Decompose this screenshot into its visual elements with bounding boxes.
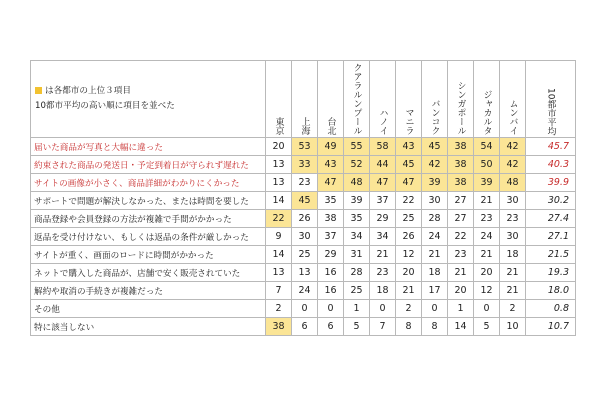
value-cell: 6	[292, 318, 318, 336]
value-cell: 7	[370, 318, 396, 336]
value-cell: 31	[344, 246, 370, 264]
survey-table-container	[30, 60, 575, 336]
header-row	[31, 61, 576, 138]
row-label: サポートで問題が解決しなかった、または時間を要した	[31, 192, 266, 210]
average-cell: 21.5	[526, 246, 576, 264]
value-cell: 38	[266, 318, 292, 336]
row-label: 返品を受け付けない、もしくは返品の条件が厳しかった	[31, 228, 266, 246]
average-cell: 45.7	[526, 138, 576, 156]
legend-line-2: 10都市平均の高い順に項目を並べた	[35, 101, 175, 111]
value-cell: 38	[448, 138, 474, 156]
value-cell: 13	[266, 174, 292, 192]
row-label: 商品登録や会員登録の方法が複雑で手間がかかった	[31, 210, 266, 228]
value-cell: 47	[370, 174, 396, 192]
value-cell: 10	[500, 318, 526, 336]
table-row	[31, 192, 576, 210]
value-cell: 12	[474, 282, 500, 300]
average-cell: 18.0	[526, 282, 576, 300]
value-cell: 0	[474, 300, 500, 318]
value-cell: 2	[266, 300, 292, 318]
row-label: 特に該当しない	[31, 318, 266, 336]
value-cell: 24	[292, 282, 318, 300]
value-cell: 33	[292, 156, 318, 174]
value-cell: 45	[422, 138, 448, 156]
table-row	[31, 318, 576, 336]
col-header: 東京	[266, 61, 292, 138]
col-header: 台北	[318, 61, 344, 138]
value-cell: 23	[370, 264, 396, 282]
value-cell: 52	[344, 156, 370, 174]
table-row	[31, 138, 576, 156]
col-header: 上海	[292, 61, 318, 138]
row-label: 届いた商品が写真と大幅に違った	[31, 138, 266, 156]
value-cell: 37	[370, 192, 396, 210]
value-cell: 30	[500, 228, 526, 246]
value-cell: 30	[422, 192, 448, 210]
legend-cell	[31, 61, 266, 138]
value-cell: 20	[474, 264, 500, 282]
value-cell: 6	[318, 318, 344, 336]
value-cell: 2	[500, 300, 526, 318]
value-cell: 14	[266, 192, 292, 210]
survey-table	[30, 60, 576, 336]
row-label: その他	[31, 300, 266, 318]
value-cell: 12	[396, 246, 422, 264]
value-cell: 1	[344, 300, 370, 318]
average-cell: 27.1	[526, 228, 576, 246]
legend-text-1: は各都市の上位３項目	[45, 86, 131, 96]
value-cell: 13	[266, 156, 292, 174]
value-cell: 48	[344, 174, 370, 192]
value-cell: 7	[266, 282, 292, 300]
value-cell: 21	[500, 282, 526, 300]
value-cell: 34	[370, 228, 396, 246]
table-row	[31, 174, 576, 192]
average-cell: 19.3	[526, 264, 576, 282]
value-cell: 42	[500, 138, 526, 156]
value-cell: 20	[266, 138, 292, 156]
value-cell: 1	[448, 300, 474, 318]
value-cell: 0	[422, 300, 448, 318]
value-cell: 38	[318, 210, 344, 228]
table-row	[31, 282, 576, 300]
value-cell: 0	[318, 300, 344, 318]
value-cell: 21	[474, 246, 500, 264]
value-cell: 29	[318, 246, 344, 264]
value-cell: 50	[474, 156, 500, 174]
value-cell: 38	[448, 156, 474, 174]
value-cell: 29	[370, 210, 396, 228]
value-cell: 35	[344, 210, 370, 228]
value-cell: 30	[500, 192, 526, 210]
value-cell: 20	[396, 264, 422, 282]
value-cell: 38	[448, 174, 474, 192]
value-cell: 8	[396, 318, 422, 336]
value-cell: 21	[500, 264, 526, 282]
value-cell: 18	[422, 264, 448, 282]
table-row	[31, 300, 576, 318]
value-cell: 55	[344, 138, 370, 156]
col-header: シンガポール	[448, 61, 474, 138]
value-cell: 18	[370, 282, 396, 300]
row-label: サイトの画像が小さく、商品詳細がわかりにくかった	[31, 174, 266, 192]
value-cell: 13	[266, 264, 292, 282]
value-cell: 43	[318, 156, 344, 174]
legend-line-1	[35, 84, 265, 99]
value-cell: 23	[292, 174, 318, 192]
value-cell: 27	[448, 210, 474, 228]
value-cell: 42	[500, 156, 526, 174]
value-cell: 22	[448, 228, 474, 246]
value-cell: 17	[422, 282, 448, 300]
value-cell: 22	[396, 192, 422, 210]
value-cell: 13	[292, 264, 318, 282]
value-cell: 47	[396, 174, 422, 192]
value-cell: 23	[448, 246, 474, 264]
value-cell: 35	[318, 192, 344, 210]
value-cell: 45	[396, 156, 422, 174]
value-cell: 5	[474, 318, 500, 336]
value-cell: 0	[292, 300, 318, 318]
value-cell: 20	[448, 282, 474, 300]
value-cell: 5	[344, 318, 370, 336]
value-cell: 42	[422, 156, 448, 174]
col-header: ハノイ	[370, 61, 396, 138]
value-cell: 21	[474, 192, 500, 210]
value-cell: 37	[318, 228, 344, 246]
value-cell: 28	[422, 210, 448, 228]
value-cell: 26	[396, 228, 422, 246]
row-label: ネットで購入した商品が、店舗で安く販売されていた	[31, 264, 266, 282]
highlight-swatch-icon	[35, 87, 42, 94]
value-cell: 28	[344, 264, 370, 282]
value-cell: 16	[318, 264, 344, 282]
value-cell: 44	[370, 156, 396, 174]
table-row	[31, 228, 576, 246]
value-cell: 39	[422, 174, 448, 192]
value-cell: 53	[292, 138, 318, 156]
row-label: サイトが重く、画面のロードに時間がかかった	[31, 246, 266, 264]
value-cell: 18	[500, 246, 526, 264]
value-cell: 14	[448, 318, 474, 336]
value-cell: 27	[448, 192, 474, 210]
value-cell: 39	[474, 174, 500, 192]
value-cell: 47	[318, 174, 344, 192]
col-header: クアラルンプール	[344, 61, 370, 138]
average-cell: 40.3	[526, 156, 576, 174]
value-cell: 23	[500, 210, 526, 228]
average-cell: 10.7	[526, 318, 576, 336]
col-header: ムンバイ	[500, 61, 526, 138]
value-cell: 8	[422, 318, 448, 336]
value-cell: 21	[422, 246, 448, 264]
average-cell: 0.8	[526, 300, 576, 318]
value-cell: 58	[370, 138, 396, 156]
table-row	[31, 246, 576, 264]
average-cell: 39.9	[526, 174, 576, 192]
value-cell: 54	[474, 138, 500, 156]
value-cell: 43	[396, 138, 422, 156]
value-cell: 0	[370, 300, 396, 318]
value-cell: 2	[396, 300, 422, 318]
col-header: マニラ	[396, 61, 422, 138]
value-cell: 25	[292, 246, 318, 264]
table-row	[31, 264, 576, 282]
value-cell: 25	[344, 282, 370, 300]
value-cell: 26	[292, 210, 318, 228]
average-cell: 30.2	[526, 192, 576, 210]
col-header-average: 10都市平均	[526, 61, 576, 138]
value-cell: 21	[370, 246, 396, 264]
value-cell: 24	[422, 228, 448, 246]
table-row	[31, 210, 576, 228]
value-cell: 9	[266, 228, 292, 246]
value-cell: 16	[318, 282, 344, 300]
value-cell: 25	[396, 210, 422, 228]
value-cell: 48	[500, 174, 526, 192]
value-cell: 21	[396, 282, 422, 300]
value-cell: 23	[474, 210, 500, 228]
table-row	[31, 156, 576, 174]
col-header: ジャカルタ	[474, 61, 500, 138]
col-header: バンコク	[422, 61, 448, 138]
value-cell: 34	[344, 228, 370, 246]
value-cell: 49	[318, 138, 344, 156]
row-label: 約束された商品の発送日・予定到着日が守られず遅れた	[31, 156, 266, 174]
row-label: 解約や取消の手続きが複雑だった	[31, 282, 266, 300]
value-cell: 14	[266, 246, 292, 264]
average-cell: 27.4	[526, 210, 576, 228]
value-cell: 24	[474, 228, 500, 246]
value-cell: 30	[292, 228, 318, 246]
value-cell: 21	[448, 264, 474, 282]
value-cell: 39	[344, 192, 370, 210]
value-cell: 22	[266, 210, 292, 228]
value-cell: 45	[292, 192, 318, 210]
